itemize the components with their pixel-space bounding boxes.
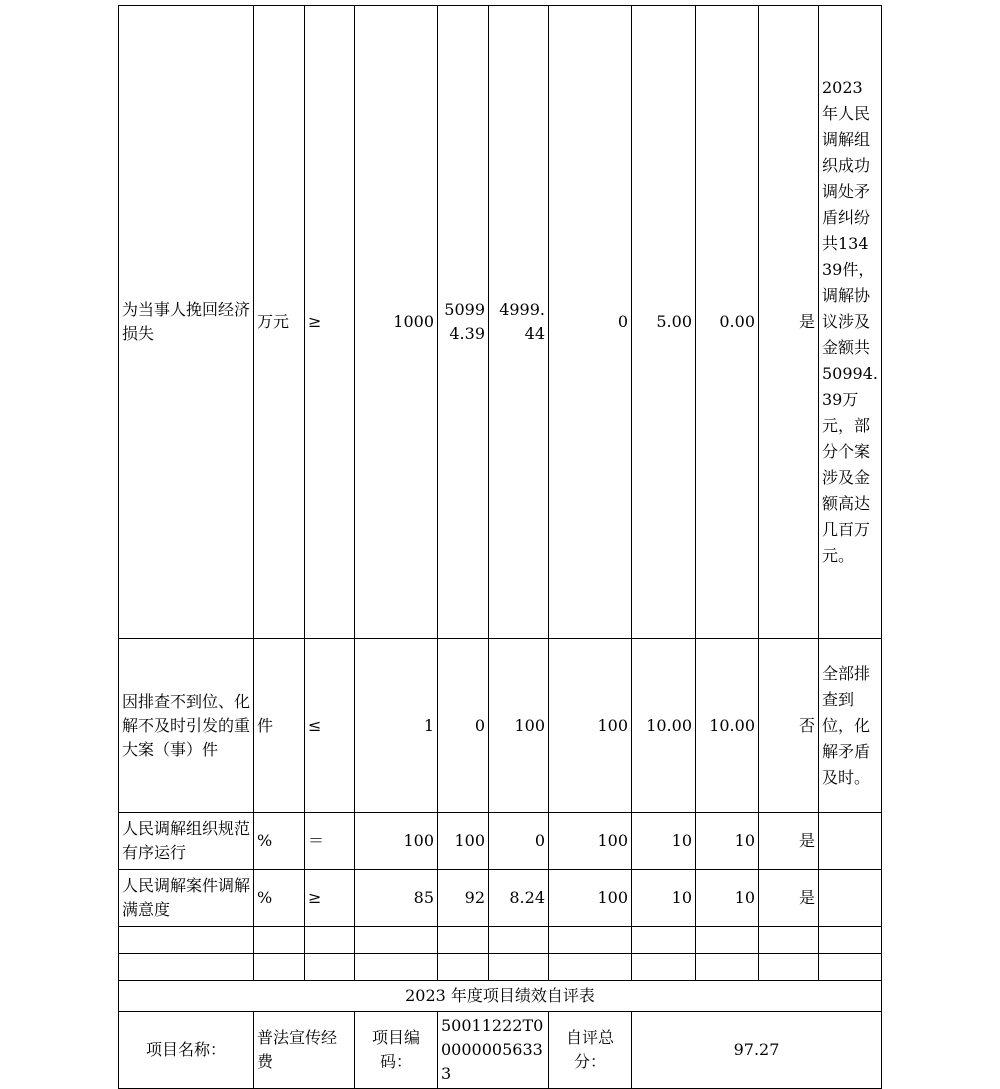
project-code: 50011222T000000056333 — [438, 1012, 549, 1089]
indicator-cell: 人民调解案件调解满意度 — [119, 870, 254, 927]
table-row — [119, 870, 882, 927]
score-cell: 0.00 — [696, 6, 759, 639]
table-title: 2023 年度项目绩效自评表 — [119, 981, 882, 1012]
empty-row — [119, 927, 882, 954]
project-name-label: 项目名称： — [119, 1012, 254, 1089]
indicator-cell: 因排查不到位、化解不及时引发的重大案（事）件 — [119, 639, 254, 813]
target-cell: 1 — [355, 639, 438, 813]
flag-cell: 否 — [759, 639, 819, 813]
note-cell — [819, 813, 882, 870]
actual-cell: 92 — [438, 870, 489, 927]
target-cell: 1000 — [355, 6, 438, 639]
operator-cell: ≤ — [305, 639, 355, 813]
indicator-cell: 人民调解组织规范有序运行 — [119, 813, 254, 870]
completion-cell: 100 — [549, 813, 632, 870]
weight-cell: 10.00 — [632, 639, 696, 813]
operator-cell: ≥ — [305, 870, 355, 927]
unit-cell: 件 — [254, 639, 305, 813]
total-score: 97.27 — [632, 1012, 882, 1089]
note-cell: 全部排查到位，化解矛盾及时。 — [819, 639, 882, 813]
score-cell: 10 — [696, 870, 759, 927]
note-cell: 2023年人民调解组织成功调处矛盾纠纷共13439件，调解协议涉及金额共50994.39万元，部分个案涉及金额高达几百万元。 — [819, 6, 882, 639]
actual-cell: 100 — [438, 813, 489, 870]
project-info-row — [119, 1012, 882, 1089]
flag-cell: 是 — [759, 870, 819, 927]
table-title-row — [119, 981, 882, 1012]
table-row — [119, 6, 882, 639]
weight-cell: 10 — [632, 870, 696, 927]
completion-cell: 100 — [549, 870, 632, 927]
weight-cell: 10 — [632, 813, 696, 870]
unit-cell: 万元 — [254, 6, 305, 639]
operator-cell: ＝ — [305, 813, 355, 870]
deviation-cell: 100 — [489, 639, 549, 813]
completion-cell: 100 — [549, 639, 632, 813]
project-code-label: 项目编码： — [355, 1012, 438, 1089]
flag-cell: 是 — [759, 6, 819, 639]
unit-cell: % — [254, 870, 305, 927]
indicator-cell: 为当事人挽回经济损失 — [119, 6, 254, 639]
score-label: 自评总分： — [549, 1012, 632, 1089]
table-row — [119, 813, 882, 870]
project-name: 普法宣传经费 — [254, 1012, 355, 1089]
deviation-cell: 0 — [489, 813, 549, 870]
target-cell: 85 — [355, 870, 438, 927]
score-cell: 10.00 — [696, 639, 759, 813]
deviation-cell: 8.24 — [489, 870, 549, 927]
table-row — [119, 639, 882, 813]
score-cell: 10 — [696, 813, 759, 870]
weight-cell: 5.00 — [632, 6, 696, 639]
flag-cell: 是 — [759, 813, 819, 870]
operator-cell: ≥ — [305, 6, 355, 639]
deviation-cell: 4999.44 — [489, 6, 549, 639]
empty-row — [119, 954, 882, 981]
actual-cell: 50994.39 — [438, 6, 489, 639]
completion-cell: 0 — [549, 6, 632, 639]
unit-cell: % — [254, 813, 305, 870]
performance-table — [118, 5, 882, 1089]
actual-cell: 0 — [438, 639, 489, 813]
note-cell — [819, 870, 882, 927]
target-cell: 100 — [355, 813, 438, 870]
